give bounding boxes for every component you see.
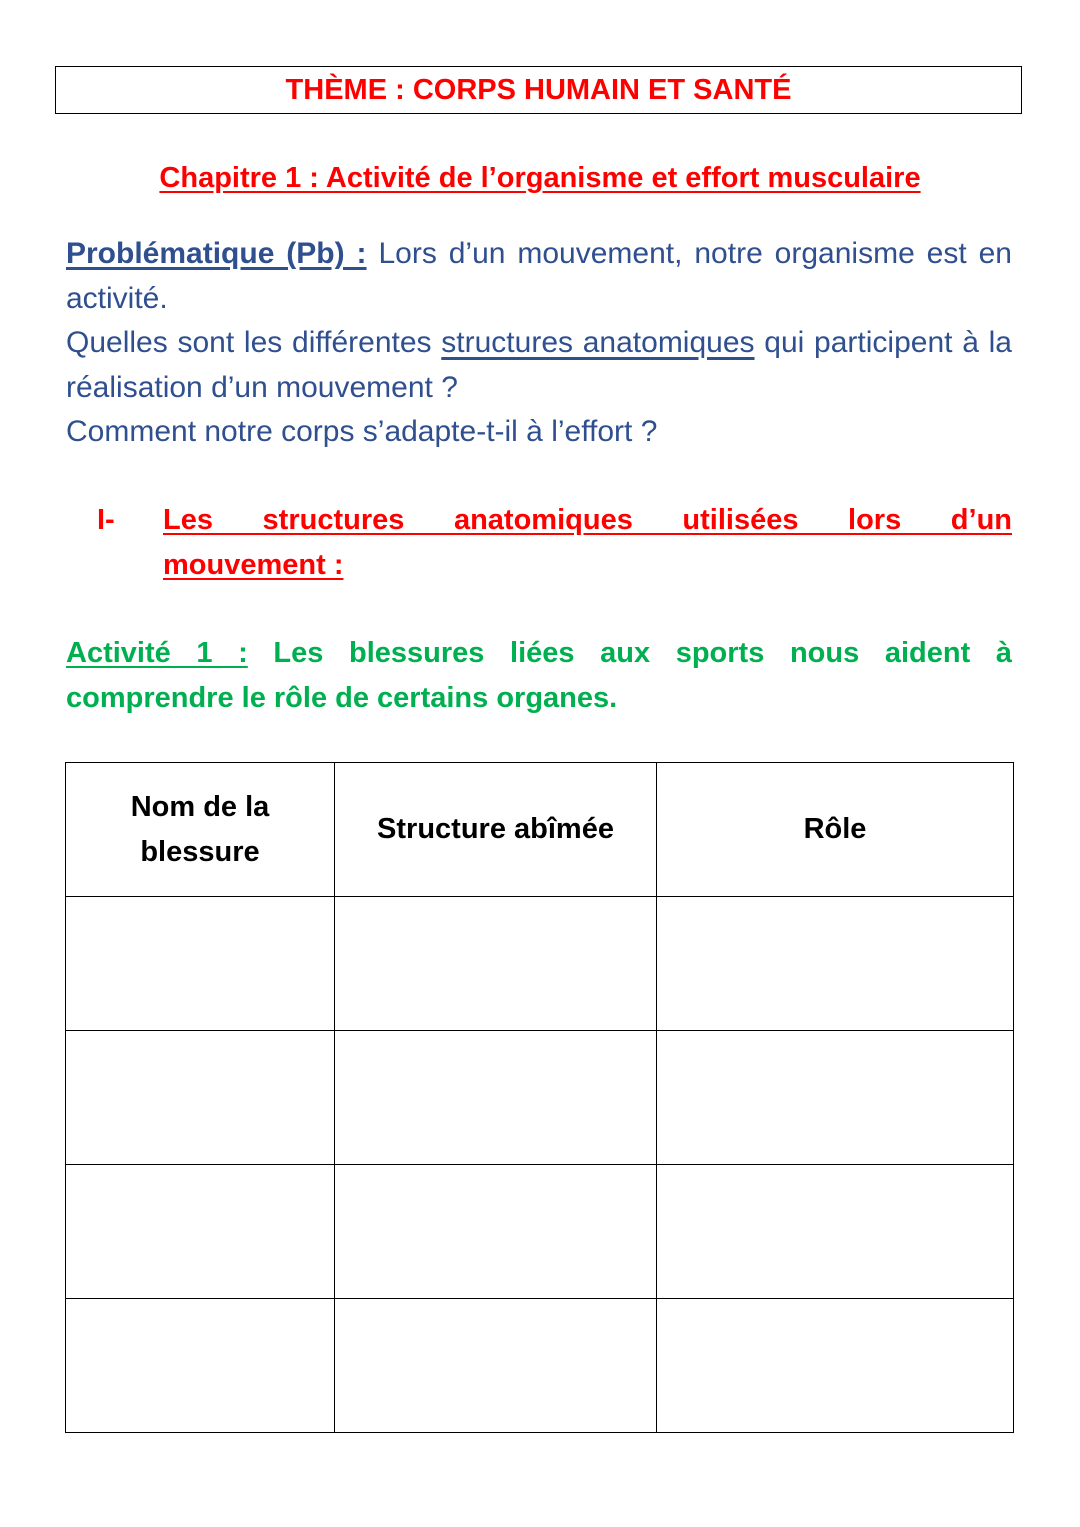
section-number: I- bbox=[97, 504, 115, 536]
question-1-keyword: structures anatomiques bbox=[441, 326, 755, 359]
table-cell[interactable] bbox=[657, 1165, 1014, 1299]
header-injury-name: Nom de la blessure bbox=[66, 763, 335, 897]
table-cell[interactable] bbox=[335, 1031, 657, 1165]
theme-title: THÈME : CORPS HUMAIN ET SANTÉ bbox=[285, 73, 792, 106]
activity-statement bbox=[66, 631, 1012, 720]
table-header-row bbox=[66, 763, 1014, 897]
injury-table bbox=[65, 762, 1014, 1433]
table-cell[interactable] bbox=[66, 1165, 335, 1299]
section-heading bbox=[66, 498, 1012, 587]
table-cell[interactable] bbox=[657, 1299, 1014, 1433]
header-damaged-structure: Structure abîmée bbox=[335, 763, 657, 897]
theme-title-box bbox=[55, 66, 1022, 114]
table-cell[interactable] bbox=[657, 1031, 1014, 1165]
table-cell[interactable] bbox=[657, 897, 1014, 1031]
table-row bbox=[66, 897, 1014, 1031]
problem-intro: Lors d’un mouvement, notre organisme est en activité. bbox=[66, 237, 1012, 315]
table-row bbox=[66, 1165, 1014, 1299]
section-title-line-1: Les structures anatomiques utilisées lors d’un bbox=[163, 504, 1012, 536]
chapter-title: Chapitre 1 : Activité de l’organisme et effort musculaire bbox=[159, 162, 921, 194]
section-title bbox=[163, 498, 1012, 587]
header-role: Rôle bbox=[657, 763, 1014, 897]
table-cell[interactable] bbox=[66, 1299, 335, 1433]
problem-label: Problématique (Pb) : bbox=[66, 237, 367, 270]
question-2: Comment notre corps s’adapte-t-il à l’effort ? bbox=[66, 415, 658, 448]
table-cell[interactable] bbox=[66, 897, 335, 1031]
question-1-start: Quelles sont les différentes bbox=[66, 326, 442, 359]
activity-text-1: Les blessures liées aux sports nous aident à bbox=[247, 637, 1012, 669]
table-row bbox=[66, 1031, 1014, 1165]
section-title-line-2: mouvement : bbox=[163, 548, 344, 581]
table-cell[interactable] bbox=[335, 1299, 657, 1433]
table-cell[interactable] bbox=[335, 1165, 657, 1299]
question-1-end: qui participent à la réalisation d’un mouvement ? bbox=[66, 326, 1012, 404]
table-row bbox=[66, 1299, 1014, 1433]
table-cell[interactable] bbox=[335, 897, 657, 1031]
activity-text-2: comprendre le rôle de certains organes. bbox=[66, 681, 618, 714]
activity-label: Activité 1 : bbox=[66, 637, 248, 669]
problem-statement bbox=[66, 232, 1012, 455]
table-cell[interactable] bbox=[66, 1031, 335, 1165]
